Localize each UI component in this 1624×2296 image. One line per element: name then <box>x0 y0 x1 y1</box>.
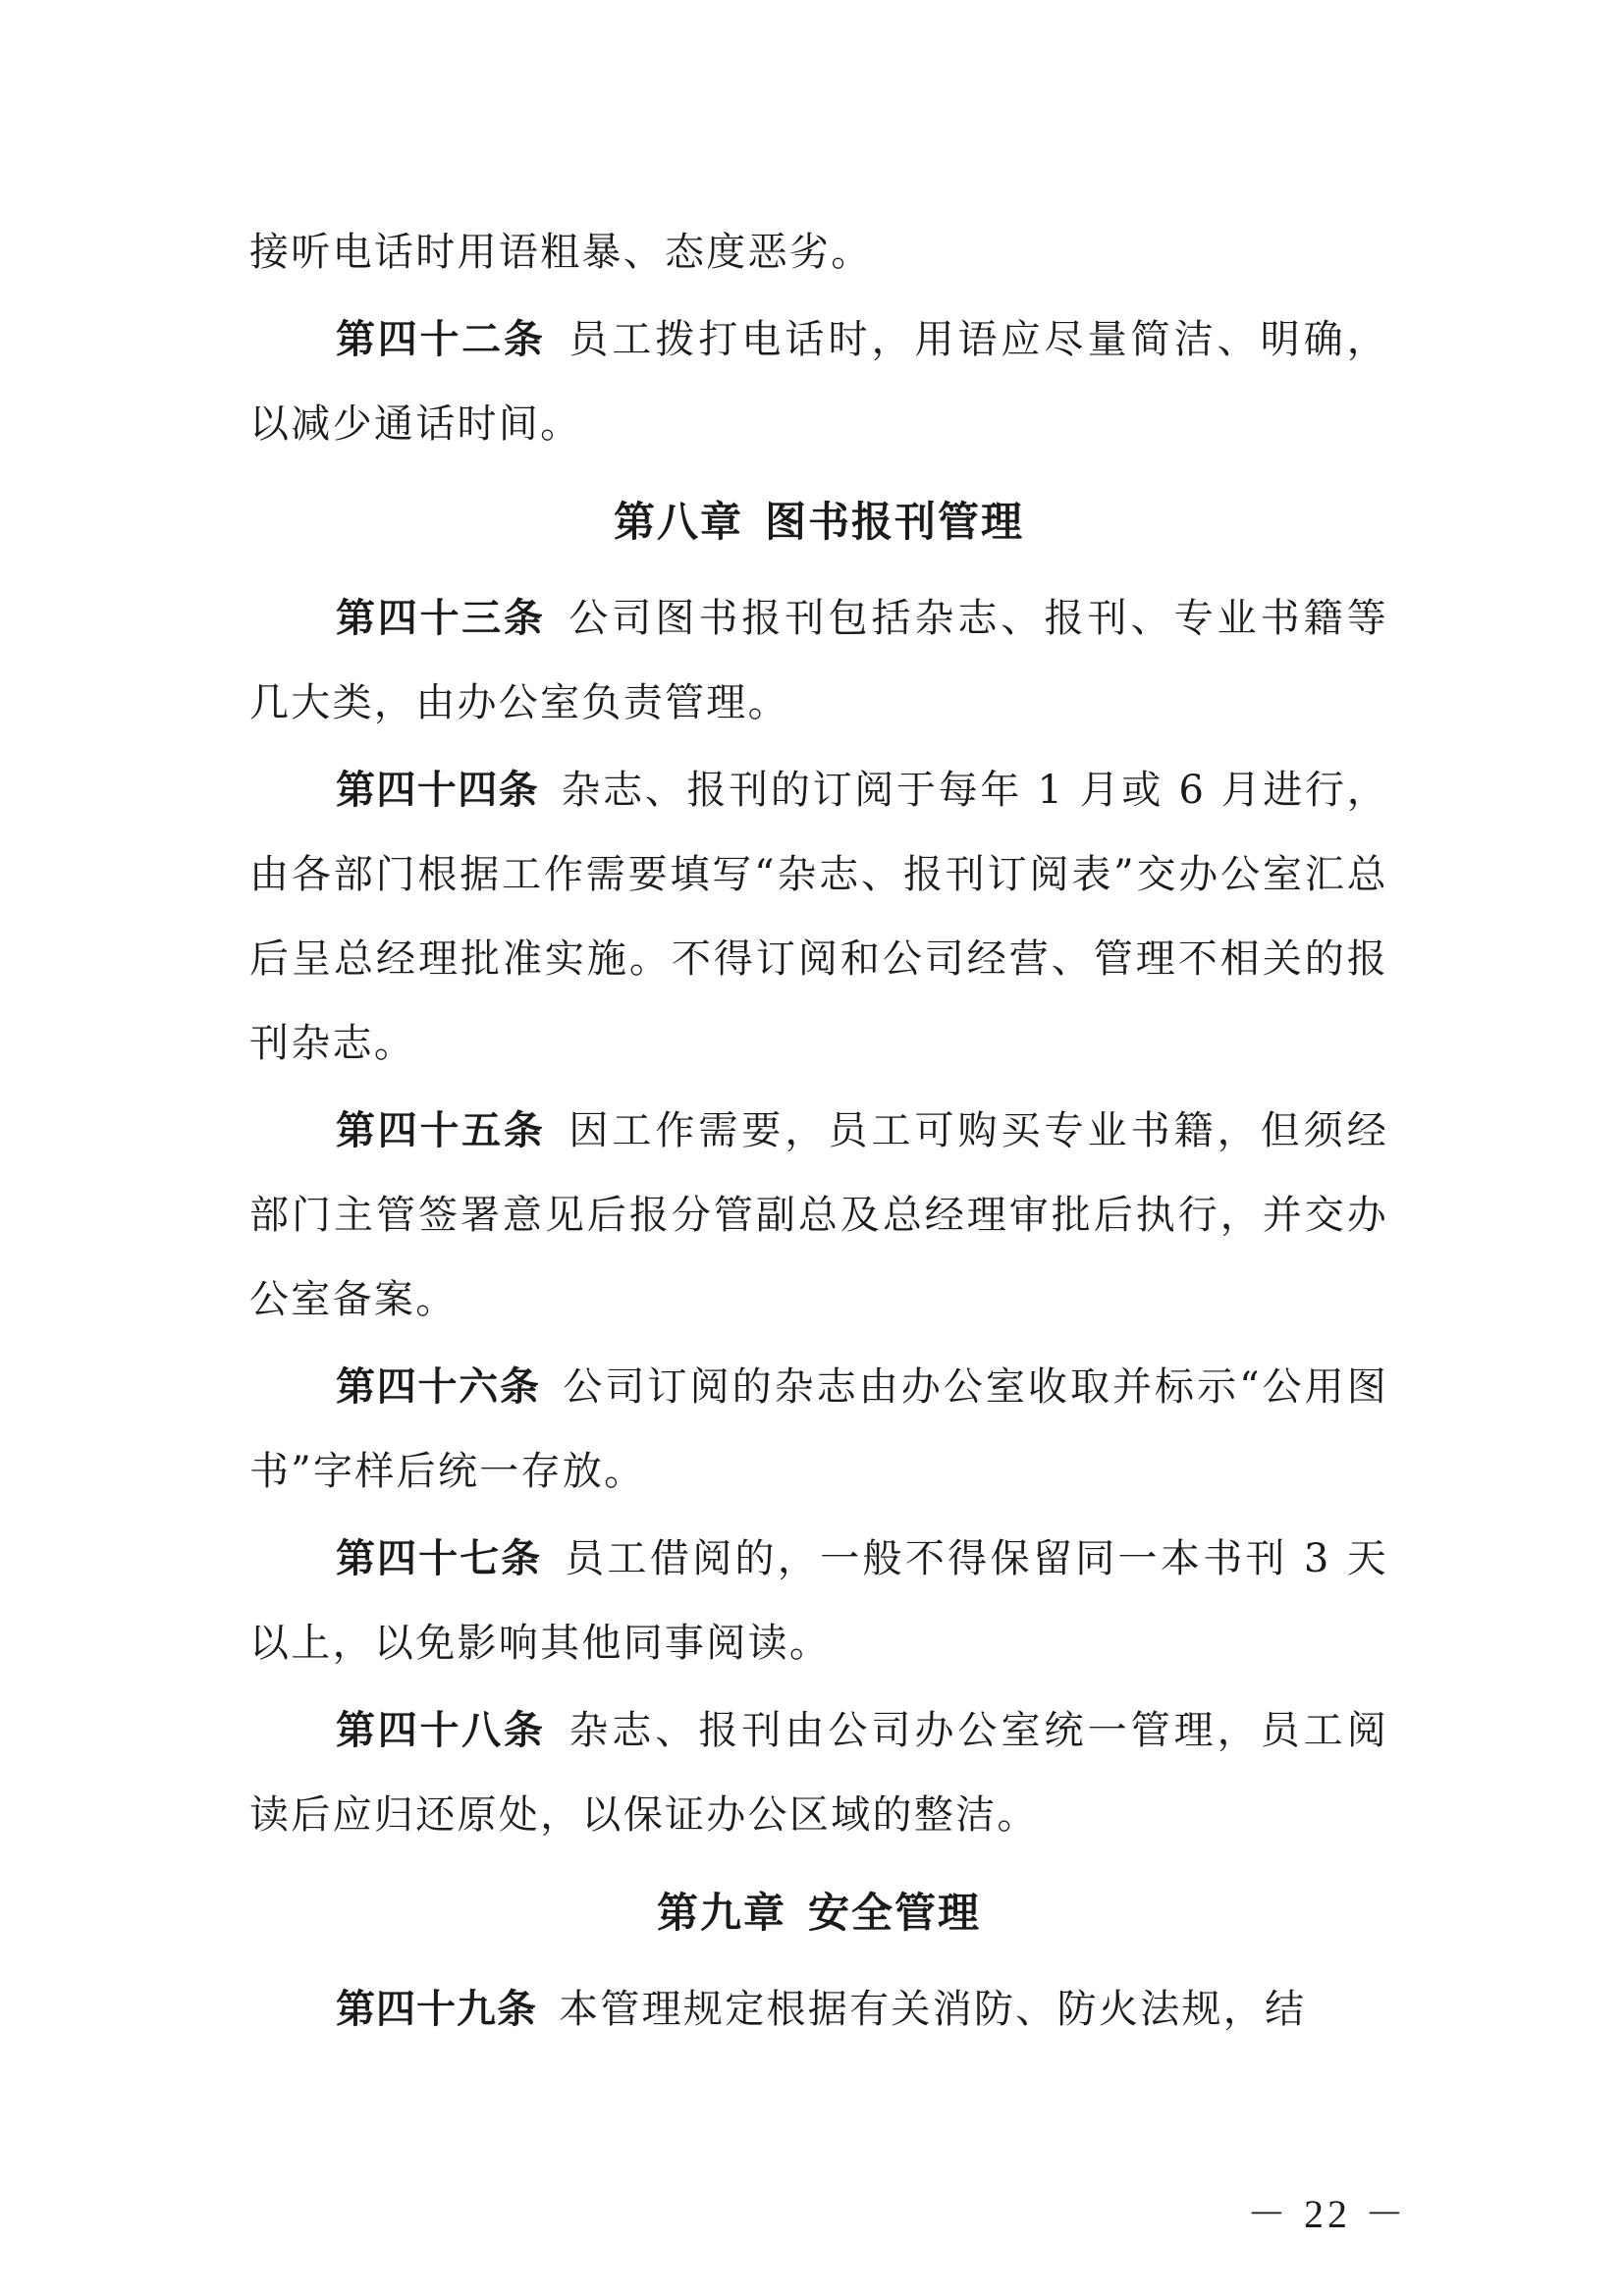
article-45 <box>249 1089 1388 1342</box>
article-number: 第四十四条 <box>336 768 539 813</box>
chapter-heading-9 <box>249 1871 1388 1955</box>
article-number: 第四十六条 <box>336 1364 541 1410</box>
article-46 <box>249 1345 1388 1514</box>
article-text: 杂志、报刊由公司办公室统一管理，员工阅读后应归还原处，以保证办公区域的整洁。 <box>249 1708 1389 1838</box>
article-text: 杂志、报刊的订阅于每年 1 月或 6 月进行，由各部门根据工作需要填写“杂志、报刊订阅表”交办公室汇总后呈总经理批准实施。不得订阅和公司经营、管理不相关的报刊杂志。 <box>249 768 1388 1066</box>
article-text: 员工借阅的，一般不得保留同一本书刊 3 天以上，以免影响其他同事阅读。 <box>249 1536 1388 1666</box>
article-text: 因工作需要，员工可购买专业书籍，但须经部门主管签署意见后报分管副总及总经理审批后执行，并交办公室备案。 <box>249 1108 1389 1322</box>
article-42 <box>249 297 1388 466</box>
article-number: 第四十二条 <box>336 317 546 362</box>
article-number: 第四十五条 <box>336 1108 546 1153</box>
article-47 <box>249 1517 1388 1685</box>
article-text: 员工拨打电话时，用语应尽量简洁、明确，以减少通话时间。 <box>249 317 1389 447</box>
chapter-title: 图书报刊管理 <box>765 498 1025 546</box>
article-number: 第四十九条 <box>336 1987 537 2032</box>
article-number: 第四十八条 <box>336 1708 546 1753</box>
article-49 <box>249 1967 1388 2052</box>
continuation-paragraph: 接听电话时用语粗暴、态度恶劣。 <box>249 230 873 275</box>
chapter-number: 第九章 <box>656 1889 786 1937</box>
article-number: 第四十三条 <box>336 596 546 641</box>
article-48 <box>249 1688 1388 1857</box>
chapter-title: 安全管理 <box>808 1889 982 1937</box>
article-text: 公司图书报刊包括杂志、报刊、专业书籍等几大类，由办公室负责管理。 <box>249 596 1389 725</box>
article-text: 公司订阅的杂志由办公室收取并标示“公用图书”字样后统一存放。 <box>249 1364 1389 1494</box>
document-page <box>249 210 1388 2055</box>
chapter-heading-8 <box>249 480 1388 564</box>
article-44 <box>249 748 1388 1086</box>
article-text: 本管理规定根据有关消防、防火法规，结 <box>559 1987 1307 2032</box>
chapter-number: 第八章 <box>613 498 743 546</box>
article-43 <box>249 576 1388 745</box>
article-number: 第四十七条 <box>336 1536 543 1581</box>
page-number: － 22 － <box>1247 2192 1408 2236</box>
